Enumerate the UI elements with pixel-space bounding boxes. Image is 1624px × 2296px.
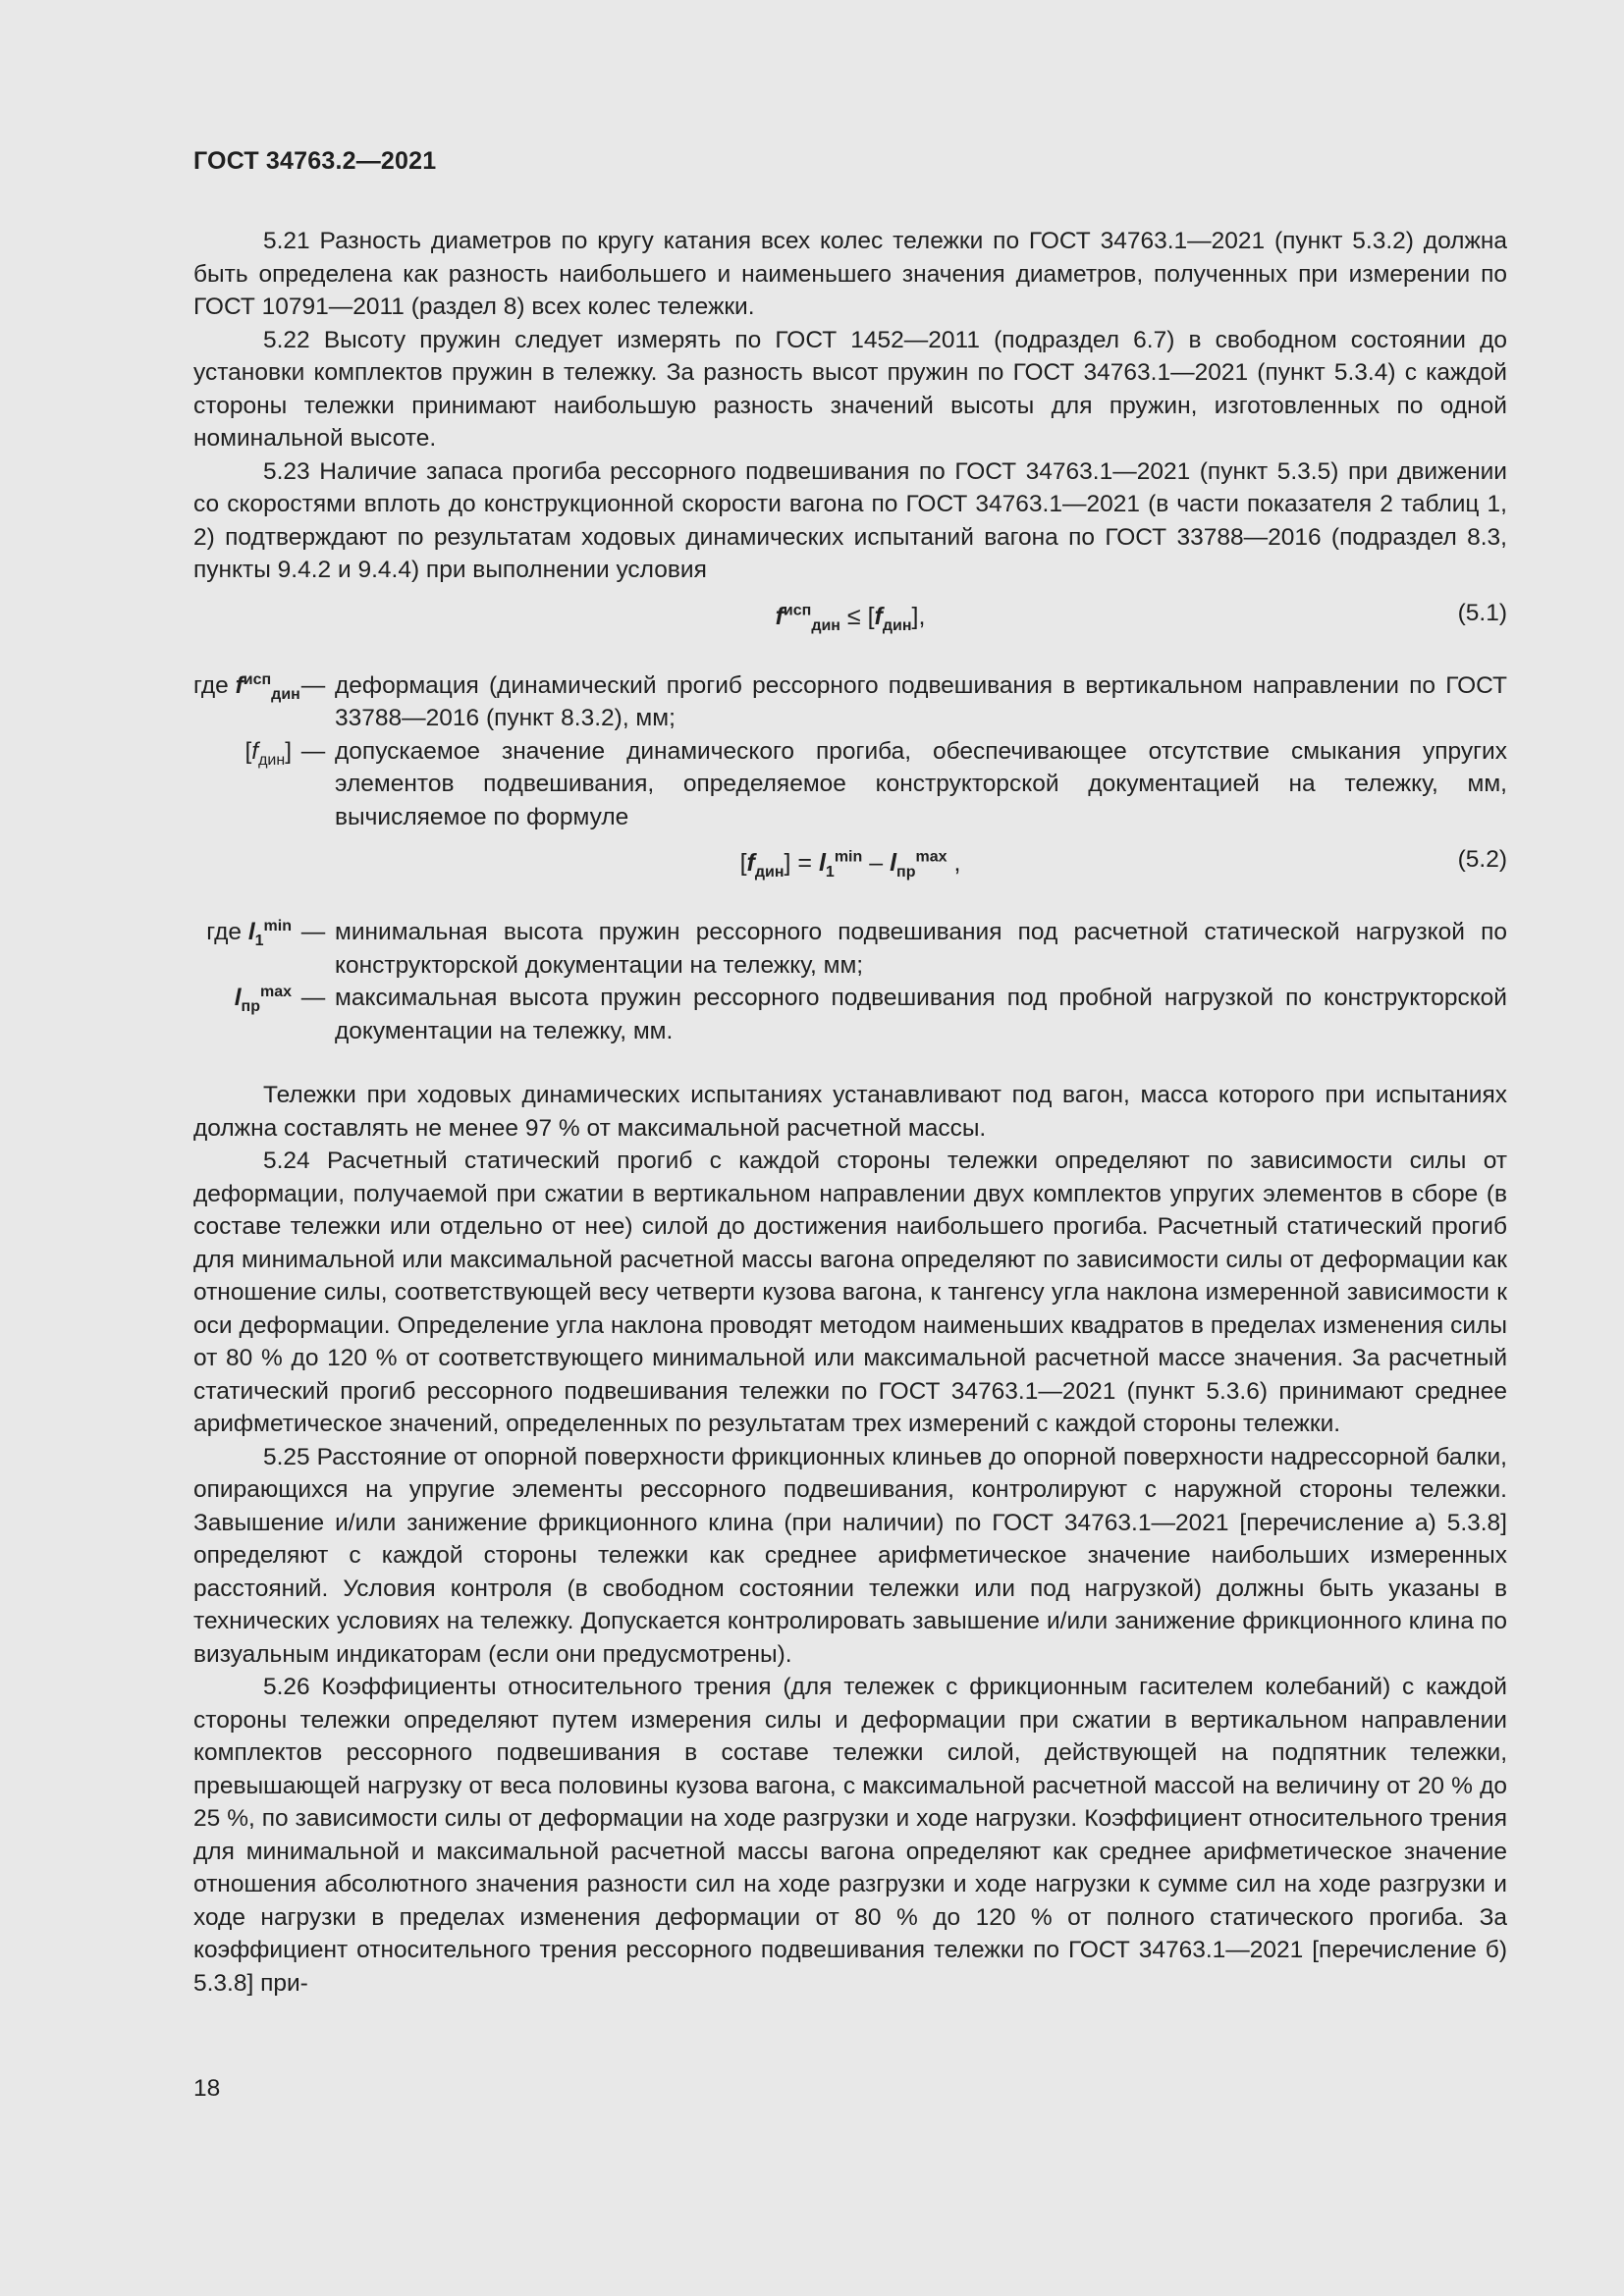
formula-5-1-expression: $f^{исп}_{дин} \le [f_{дин}]$, bbox=[775, 602, 926, 634]
definition-term: где $f^{исп}_{дин}$ bbox=[193, 670, 300, 703]
paragraph-5-22: 5.22 Высоту пружин следует измерять по ГОСТ 1452—2011 (подраздел 6.7) в свободном состоянии до установки комплектов пружин в тележку. За разность высот пружин по ГОСТ 34763.1—2021 (пункт 5.3.4) с каждой стороны тележки принимают наибольшую разность значений высоты для пружин, изготовленных по одной номинальной высоте. bbox=[193, 326, 1507, 452]
definition-dash: — bbox=[300, 671, 326, 699]
document-body bbox=[193, 225, 1507, 2000]
formula-5-2-expression: $[f_{дин}] = l_1^{min} - l_{пр}^{max}$ , bbox=[739, 848, 961, 881]
definition-description: максимальная высота пружин рессорного подвешивания под пробной нагрузкой по конструкторской документации на тележку, мм. bbox=[335, 985, 1507, 1044]
paragraph-5-25: 5.25 Расстояние от опорной поверхности фрикционных клиньев до опорной поверхности надрессорной балки, опирающихся на упругие элементы рессорного подвешивания, контролируют с наружной стороны тележки. Завышение и/или занижение фрикционного клина (при наличии) по ГОСТ 34763.1—2021 [перечисление а) 5.3.8] определяют с каждой стороны тележки как среднее арифметическое значение наибольших измеренных расстояний. Условия контроля (в свободном состоянии тележки или под нагрузкой) должны быть указаны в технических условиях на тележку. Допускается контролировать завышение и/или занижение фрикционного клина по визуальным индикаторам (если они предусмотрены). bbox=[193, 1443, 1507, 1668]
paragraph-5-23: 5.23 Наличие запаса прогиба рессорного подвешивания по ГОСТ 34763.1—2021 (пункт 5.3.5) при движении со скоростями вплоть до конструкционной скорости вагона по ГОСТ 34763.1—2021 (в части показателя 2 таблиц 1, 2) подтверждают по результатам ходовых динамических испытаний вагона по ГОСТ 33788—2016 (подраздел 8.3, пункты 9.4.2 и 9.4.4) при выполнении условия bbox=[193, 457, 1507, 583]
definition-term: $l_{пр}^{max}$ bbox=[234, 983, 292, 1015]
definitions-5-2 bbox=[193, 916, 1507, 1047]
definition-dash: — bbox=[300, 985, 326, 1011]
definitions-5-1 bbox=[193, 669, 1507, 834]
paragraph-5-24: 5.24 Расчетный статический прогиб с каждой стороны тележки определяют по зависимости силы от деформации, получаемой при сжатии в вертикальном направлении двух комплектов упругих элементов в сборе (в составе тележки или отдельно от нее) силой до достижения наибольшего прогиба. Расчетный статический прогиб для минимальной или максимальной расчетной массы вагона определяют по зависимости силы от деформации как отношение силы, соответствующей весу четверти кузова вагона, к тангенсу угла наклона измеренной зависимости к оси деформации. Определение угла наклона проводят методом наименьших квадратов в пределах изменения силы от 80 % до 120 % от соответствующего минимальной или максимальной расчетной массе значения. За расчетный статический прогиб рессорного подвешивания тележки по ГОСТ 34763.1—2021 (пункт 5.3.6) принимают среднее арифметическое значений, определенных по результатам трех измерений с каждой стороны тележки. bbox=[193, 1148, 1507, 1437]
paragraph-5-26: 5.26 Коэффициенты относительного трения (для тележек с фрикционным гасителем колебаний) с каждой стороны тележки определяют путем измерения силы и деформации при сжатии в вертикальном направлении комплектов рессорного подвешивания в составе тележки силой, действующей на подпятник тележки, превышающей нагрузку от веса половины кузова вагона, с максимальной расчетной массой на величину от 20 % до 25 %, по зависимости силы от деформации на ходе разгрузки и ходе нагрузки. Коэффициент относительного трения для минимальной и максимальной расчетной массы вагона определяют как среднее арифметическое значение отношения абсолютного значения разности сил на ходе разгрузки и ходе нагрузки к сумме сил на ходе разгрузки и ходе нагрузки в пределах изменения деформации от 80 % до 120 % от полного статического прогиба. За коэффициент относительного трения рессорного подвешивания тележки по ГОСТ 34763.1—2021 [перечисление б) 5.3.8] при- bbox=[193, 1674, 1507, 1997]
definition-dash: — bbox=[300, 737, 326, 765]
definition-term: где $l_1^{min}$ bbox=[206, 917, 292, 949]
document-header: ГОСТ 34763.2—2021 bbox=[193, 147, 437, 175]
paragraph-trolleys-test: Тележки при ходовых динамических испытаниях устанавливают под вагон, масса которого при испытаниях должна составлять не менее 97 % от максимальной расчетной массы. bbox=[193, 1082, 1507, 1142]
definition-description: деформация (динамический прогиб рессорного подвешивания в вертикальном направлении по ГОСТ 33788—2016 (пункт 8.3.2), мм; bbox=[335, 671, 1507, 731]
definition-row bbox=[193, 916, 1507, 982]
definition-description: допускаемое значение динамического прогиба, обеспечивающее отсутствие смыкания упругих элементов подвешивания, определяемое конструкторской документацией на тележку, мм, вычисляемое по формуле bbox=[335, 737, 1507, 830]
page-number: 18 bbox=[193, 2075, 221, 2102]
definition-description: минимальная высота пружин рессорного подвешивания под расчетной статической нагрузкой по конструкторской документации на тележку, мм; bbox=[335, 919, 1507, 979]
definition-term: $[f_{дин}]$ bbox=[244, 737, 292, 769]
paragraph-5-21: 5.21 Разность диаметров по кругу катания всех колес тележки по ГОСТ 34763.1—2021 (пункт 5.3.2) должна быть определена как разность наибольшего и наименьшего значения диаметров, полученных при измерении по ГОСТ 10791—2011 (раздел 8) всех колес тележки. bbox=[193, 228, 1507, 320]
definition-row bbox=[193, 735, 1507, 834]
formula-5-1 bbox=[193, 587, 1507, 650]
definition-row bbox=[193, 982, 1507, 1047]
formula-5-2 bbox=[193, 833, 1507, 896]
definition-dash: — bbox=[300, 919, 326, 945]
formula-5-1-number: (5.1) bbox=[1457, 599, 1507, 626]
formula-5-2-number: (5.2) bbox=[1457, 846, 1507, 873]
definition-row bbox=[193, 669, 1507, 735]
